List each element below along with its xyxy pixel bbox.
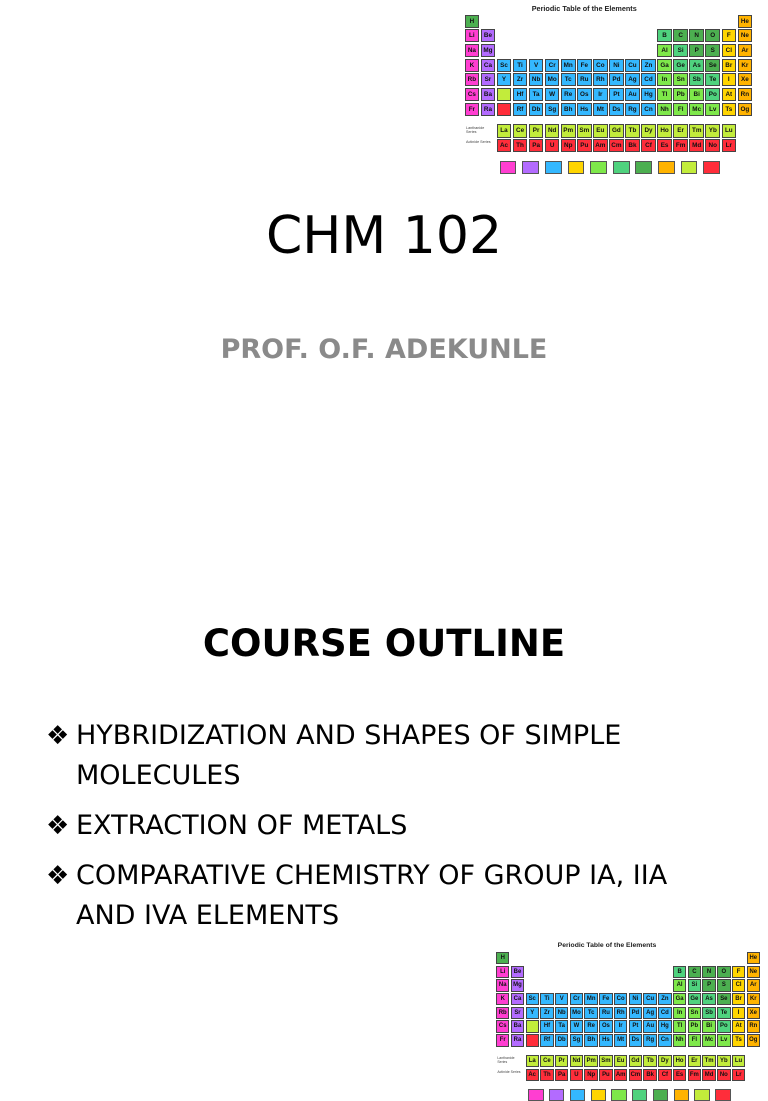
element-cell: Ir — [593, 88, 608, 101]
element-cell: At — [732, 1020, 745, 1032]
element-cell: Hs — [599, 1034, 612, 1046]
element-cell: He — [747, 952, 760, 964]
element-cell: O — [705, 29, 720, 42]
legend-swatch — [674, 1089, 689, 1101]
element-cell: Pu — [577, 139, 592, 152]
element-cell: Pa — [529, 139, 544, 152]
element-cell: Ce — [540, 1055, 553, 1067]
element-cell: Xe — [738, 73, 753, 86]
element-cell: Se — [717, 993, 730, 1005]
element-cell: Au — [625, 88, 640, 101]
element-cell: No — [717, 1069, 730, 1081]
element-cell: Cn — [641, 103, 656, 116]
element-cell: Pa — [555, 1069, 568, 1081]
element-cell: Pd — [629, 1007, 642, 1019]
element-cell: K — [465, 59, 480, 72]
element-cell: Cs — [465, 88, 480, 101]
periodic-table-title: Periodic Table of the Elements — [557, 941, 657, 949]
element-cell: Mn — [561, 59, 576, 72]
element-cell: Ce — [513, 124, 528, 137]
element-cell: Md — [702, 1069, 715, 1081]
element-cell: La — [526, 1055, 539, 1067]
element-cell: Sn — [673, 73, 688, 86]
diamond-bullet-icon: ❖ — [46, 811, 70, 841]
series-label: Actinide Series — [466, 140, 491, 145]
element-cell: Cm — [609, 139, 624, 152]
element-cell: Mn — [584, 993, 597, 1005]
element-cell: Te — [717, 1007, 730, 1019]
element-cell: Sb — [689, 73, 704, 86]
element-cell — [497, 103, 512, 116]
element-cell: Rb — [465, 73, 480, 86]
element-cell: Na — [465, 44, 480, 57]
slide-subtitle: PROF. O.F. ADEKUNLE — [220, 334, 548, 365]
element-cell: Ni — [609, 59, 624, 72]
element-cell: Fr — [496, 1034, 509, 1046]
element-cell: Sr — [481, 73, 496, 86]
element-cell: Rg — [625, 103, 640, 116]
element-cell: Ts — [722, 103, 737, 116]
element-cell: Nd — [545, 124, 560, 137]
element-cell: Cm — [629, 1069, 642, 1081]
element-cell: Bh — [561, 103, 576, 116]
element-cell: In — [657, 73, 672, 86]
element-cell: F — [722, 29, 737, 42]
outline-item-text: EXTRACTION OF METALS — [76, 810, 408, 841]
element-cell: Es — [673, 1069, 686, 1081]
legend-swatch — [591, 1089, 606, 1101]
element-cell: V — [529, 59, 544, 72]
element-cell: Lr — [722, 139, 737, 152]
legend-swatch — [703, 161, 720, 174]
element-cell — [497, 88, 512, 101]
element-cell: Nh — [657, 103, 672, 116]
element-cell: P — [689, 44, 704, 57]
element-cell: Ne — [738, 29, 753, 42]
element-cell: Ds — [609, 103, 624, 116]
element-cell: Tb — [625, 124, 640, 137]
element-cell: Tm — [702, 1055, 715, 1067]
element-cell: Ge — [688, 993, 701, 1005]
element-cell: Sc — [526, 993, 539, 1005]
element-cell: Yb — [717, 1055, 730, 1067]
element-cell: Li — [465, 29, 480, 42]
element-cell: Bk — [643, 1069, 656, 1081]
element-cell — [526, 1020, 539, 1032]
series-label: Lanthanide Series — [497, 1056, 515, 1065]
legend-swatch — [545, 161, 562, 174]
element-cell: Eu — [614, 1055, 627, 1067]
element-cell: Xe — [747, 1007, 760, 1019]
legend-swatch — [715, 1089, 730, 1101]
element-cell: Mc — [689, 103, 704, 116]
element-cell: Er — [688, 1055, 701, 1067]
element-cell: Zn — [641, 59, 656, 72]
element-cell: Ba — [481, 88, 496, 101]
element-cell: Ru — [577, 73, 592, 86]
element-cell: Cd — [641, 73, 656, 86]
outline-item-text: HYBRIDIZATION AND SHAPES OF SIMPLE MOLECULES — [76, 720, 622, 791]
element-cell: Ac — [497, 139, 512, 152]
element-cell: Zr — [513, 73, 528, 86]
element-cell: Gd — [629, 1055, 642, 1067]
element-cell: Dy — [641, 124, 656, 137]
element-cell: Db — [555, 1034, 568, 1046]
element-cell: Hg — [641, 88, 656, 101]
element-cell: Bh — [584, 1034, 597, 1046]
element-cell: La — [497, 124, 512, 137]
element-cell: Au — [643, 1020, 656, 1032]
legend-swatch — [500, 161, 517, 174]
element-cell: Pb — [688, 1020, 701, 1032]
legend-swatch — [681, 161, 698, 174]
element-cell: Fe — [599, 993, 612, 1005]
element-cell: H — [496, 952, 509, 964]
element-cell: Hs — [577, 103, 592, 116]
element-cell: Na — [496, 979, 509, 991]
element-cell: Th — [540, 1069, 553, 1081]
element-cell: Os — [599, 1020, 612, 1032]
element-cell: I — [732, 1007, 745, 1019]
element-cell: Ra — [481, 103, 496, 116]
element-cell: Np — [561, 139, 576, 152]
element-cell: At — [722, 88, 737, 101]
legend-swatch — [613, 161, 630, 174]
element-cell: Rg — [643, 1034, 656, 1046]
element-cell: Pd — [609, 73, 624, 86]
element-cell: Cs — [496, 1020, 509, 1032]
element-cell: Rf — [513, 103, 528, 116]
element-cell: Tc — [584, 1007, 597, 1019]
element-cell: Bi — [689, 88, 704, 101]
element-cell: P — [702, 979, 715, 991]
element-cell: Rb — [496, 1007, 509, 1019]
element-cell: Ho — [673, 1055, 686, 1067]
element-cell: V — [555, 993, 568, 1005]
element-cell: Rn — [747, 1020, 760, 1032]
element-cell: Cf — [641, 139, 656, 152]
element-cell: Si — [673, 44, 688, 57]
element-cell: Cr — [570, 993, 583, 1005]
element-cell: Rf — [540, 1034, 553, 1046]
element-cell: Mt — [614, 1034, 627, 1046]
element-cell: Nb — [555, 1007, 568, 1019]
element-cell: Si — [688, 979, 701, 991]
element-cell: Cu — [643, 993, 656, 1005]
element-cell: Tc — [561, 73, 576, 86]
element-cell: Kr — [747, 993, 760, 1005]
element-cell: B — [673, 966, 686, 978]
element-cell: Cd — [658, 1007, 671, 1019]
element-cell: Lv — [717, 1034, 730, 1046]
legend-swatch — [611, 1089, 626, 1101]
element-cell: Ra — [511, 1034, 524, 1046]
element-cell: Og — [747, 1034, 760, 1046]
element-cell: Cf — [658, 1069, 671, 1081]
element-cell: Nb — [529, 73, 544, 86]
element-cell: Pb — [673, 88, 688, 101]
element-cell: U — [570, 1069, 583, 1081]
element-cell: Ga — [657, 59, 672, 72]
element-cell: Ru — [599, 1007, 612, 1019]
element-cell: H — [465, 15, 480, 28]
element-cell: Ge — [673, 59, 688, 72]
periodic-table-image-top — [458, 2, 758, 184]
element-cell: Ar — [747, 979, 760, 991]
element-cell: Tb — [643, 1055, 656, 1067]
element-cell: Er — [673, 124, 688, 137]
element-cell: Th — [513, 139, 528, 152]
element-cell: Tl — [673, 1020, 686, 1032]
outline-item-text: COMPARATIVE CHEMISTRY OF GROUP IA, IIA AND IVA ELEMENTS — [76, 860, 668, 931]
element-cell: Pu — [599, 1069, 612, 1081]
element-cell: Se — [705, 59, 720, 72]
element-cell: Sg — [570, 1034, 583, 1046]
element-cell: Mg — [481, 44, 496, 57]
element-cell: U — [545, 139, 560, 152]
legend-swatch — [568, 161, 585, 174]
element-cell: Lu — [722, 124, 737, 137]
element-cell: Md — [689, 139, 704, 152]
element-cell: Ag — [625, 73, 640, 86]
element-cell: Br — [722, 59, 737, 72]
legend-swatch — [570, 1089, 585, 1101]
element-cell: Co — [614, 993, 627, 1005]
course-outline-heading: COURSE OUTLINE — [202, 622, 566, 665]
element-cell: Mo — [570, 1007, 583, 1019]
element-cell: Po — [705, 88, 720, 101]
outline-item — [46, 856, 726, 936]
element-cell: Cn — [658, 1034, 671, 1046]
element-cell: O — [717, 966, 730, 978]
element-cell: Sr — [511, 1007, 524, 1019]
element-cell: Re — [584, 1020, 597, 1032]
element-cell: W — [545, 88, 560, 101]
element-cell: Be — [481, 29, 496, 42]
element-cell: Rh — [614, 1007, 627, 1019]
element-cell: Re — [561, 88, 576, 101]
element-cell: Mt — [593, 103, 608, 116]
element-cell: Tm — [689, 124, 704, 137]
element-cell: Zn — [658, 993, 671, 1005]
element-cell: Nh — [673, 1034, 686, 1046]
element-cell: C — [688, 966, 701, 978]
legend-swatch — [528, 1089, 543, 1101]
element-cell: No — [705, 139, 720, 152]
element-cell: Ag — [643, 1007, 656, 1019]
element-cell: Nd — [570, 1055, 583, 1067]
legend-swatch — [549, 1089, 564, 1101]
outline-item — [46, 716, 726, 796]
element-cell: Ti — [540, 993, 553, 1005]
element-cell: Np — [584, 1069, 597, 1081]
element-cell: Sc — [497, 59, 512, 72]
element-cell: Tl — [657, 88, 672, 101]
element-cell: As — [689, 59, 704, 72]
element-cell: Lr — [732, 1069, 745, 1081]
element-cell: Mo — [545, 73, 560, 86]
element-cell: Db — [529, 103, 544, 116]
element-cell: S — [705, 44, 720, 57]
element-cell: Ir — [614, 1020, 627, 1032]
element-cell: Am — [593, 139, 608, 152]
element-cell: Es — [657, 139, 672, 152]
course-outline-list — [46, 716, 726, 946]
element-cell: Ac — [526, 1069, 539, 1081]
element-cell: Bi — [702, 1020, 715, 1032]
legend-swatch — [658, 161, 675, 174]
element-cell: Ds — [629, 1034, 642, 1046]
element-cell: Fr — [465, 103, 480, 116]
element-cell: In — [673, 1007, 686, 1019]
element-cell: Sg — [545, 103, 560, 116]
element-cell: Mg — [511, 979, 524, 991]
element-cell: Eu — [593, 124, 608, 137]
element-cell: Pr — [555, 1055, 568, 1067]
element-cell: Ga — [673, 993, 686, 1005]
element-cell: Rh — [593, 73, 608, 86]
element-cell: Fm — [673, 139, 688, 152]
element-cell: Yb — [705, 124, 720, 137]
element-cell: Sn — [688, 1007, 701, 1019]
element-cell: Ni — [629, 993, 642, 1005]
legend-swatch — [653, 1089, 668, 1101]
element-cell: N — [689, 29, 704, 42]
element-cell: Y — [526, 1007, 539, 1019]
element-cell: Cr — [545, 59, 560, 72]
element-cell: Pr — [529, 124, 544, 137]
element-cell: Ca — [511, 993, 524, 1005]
element-cell: Be — [511, 966, 524, 978]
legend-swatch — [590, 161, 607, 174]
element-cell: Ta — [555, 1020, 568, 1032]
element-cell: Dy — [658, 1055, 671, 1067]
element-cell: Ti — [513, 59, 528, 72]
element-cell: Cu — [625, 59, 640, 72]
element-cell: F — [732, 966, 745, 978]
element-cell: C — [673, 29, 688, 42]
element-cell: I — [722, 73, 737, 86]
element-cell: Og — [738, 103, 753, 116]
element-cell: Cl — [732, 979, 745, 991]
element-cell — [526, 1034, 539, 1046]
element-cell: Os — [577, 88, 592, 101]
element-cell: Ho — [657, 124, 672, 137]
element-cell: Al — [673, 979, 686, 991]
element-cell: Co — [593, 59, 608, 72]
element-cell: Gd — [609, 124, 624, 137]
element-cell: Fl — [673, 103, 688, 116]
outline-item — [46, 806, 726, 846]
element-cell: Hf — [513, 88, 528, 101]
periodic-table-image-bottom — [490, 940, 768, 1078]
element-cell: Lv — [705, 103, 720, 116]
element-cell: Li — [496, 966, 509, 978]
element-cell: Po — [717, 1020, 730, 1032]
series-label: Actinide Series — [497, 1069, 521, 1074]
element-cell: Te — [705, 73, 720, 86]
element-cell: Pm — [584, 1055, 597, 1067]
element-cell: Sb — [702, 1007, 715, 1019]
element-cell: Y — [497, 73, 512, 86]
element-cell: Lu — [732, 1055, 745, 1067]
element-cell: As — [702, 993, 715, 1005]
slide-title: CHM 102 — [265, 206, 503, 266]
element-cell: Fm — [688, 1069, 701, 1081]
element-cell: Fl — [688, 1034, 701, 1046]
periodic-table-title: Periodic Table of the Elements — [531, 3, 637, 13]
element-cell: Cl — [722, 44, 737, 57]
element-cell: W — [570, 1020, 583, 1032]
legend-swatch — [632, 1089, 647, 1101]
diamond-bullet-icon: ❖ — [46, 861, 70, 891]
element-cell: Rn — [738, 88, 753, 101]
legend-swatch — [635, 161, 652, 174]
element-cell: Pm — [561, 124, 576, 137]
element-cell: Br — [732, 993, 745, 1005]
element-cell: Ta — [529, 88, 544, 101]
element-cell: K — [496, 993, 509, 1005]
legend-swatch — [694, 1089, 709, 1101]
element-cell: Am — [614, 1069, 627, 1081]
element-cell: B — [657, 29, 672, 42]
element-cell: Pt — [609, 88, 624, 101]
element-cell: Zr — [540, 1007, 553, 1019]
element-cell: Ne — [747, 966, 760, 978]
element-cell: Mc — [702, 1034, 715, 1046]
element-cell: Ar — [738, 44, 753, 57]
element-cell: S — [717, 979, 730, 991]
element-cell: Ts — [732, 1034, 745, 1046]
element-cell: Kr — [738, 59, 753, 72]
element-cell: Sm — [599, 1055, 612, 1067]
element-cell: Fe — [577, 59, 592, 72]
element-cell: Pt — [629, 1020, 642, 1032]
element-cell: Hg — [658, 1020, 671, 1032]
series-label: Lanthanide Series — [466, 125, 485, 135]
element-cell: Ba — [511, 1020, 524, 1032]
element-cell: N — [702, 966, 715, 978]
element-cell: Ca — [481, 59, 496, 72]
element-cell: Al — [657, 44, 672, 57]
element-cell: He — [738, 15, 753, 28]
diamond-bullet-icon: ❖ — [46, 721, 70, 751]
legend-swatch — [522, 161, 539, 174]
element-cell: Bk — [625, 139, 640, 152]
element-cell: Hf — [540, 1020, 553, 1032]
element-cell: Sm — [577, 124, 592, 137]
